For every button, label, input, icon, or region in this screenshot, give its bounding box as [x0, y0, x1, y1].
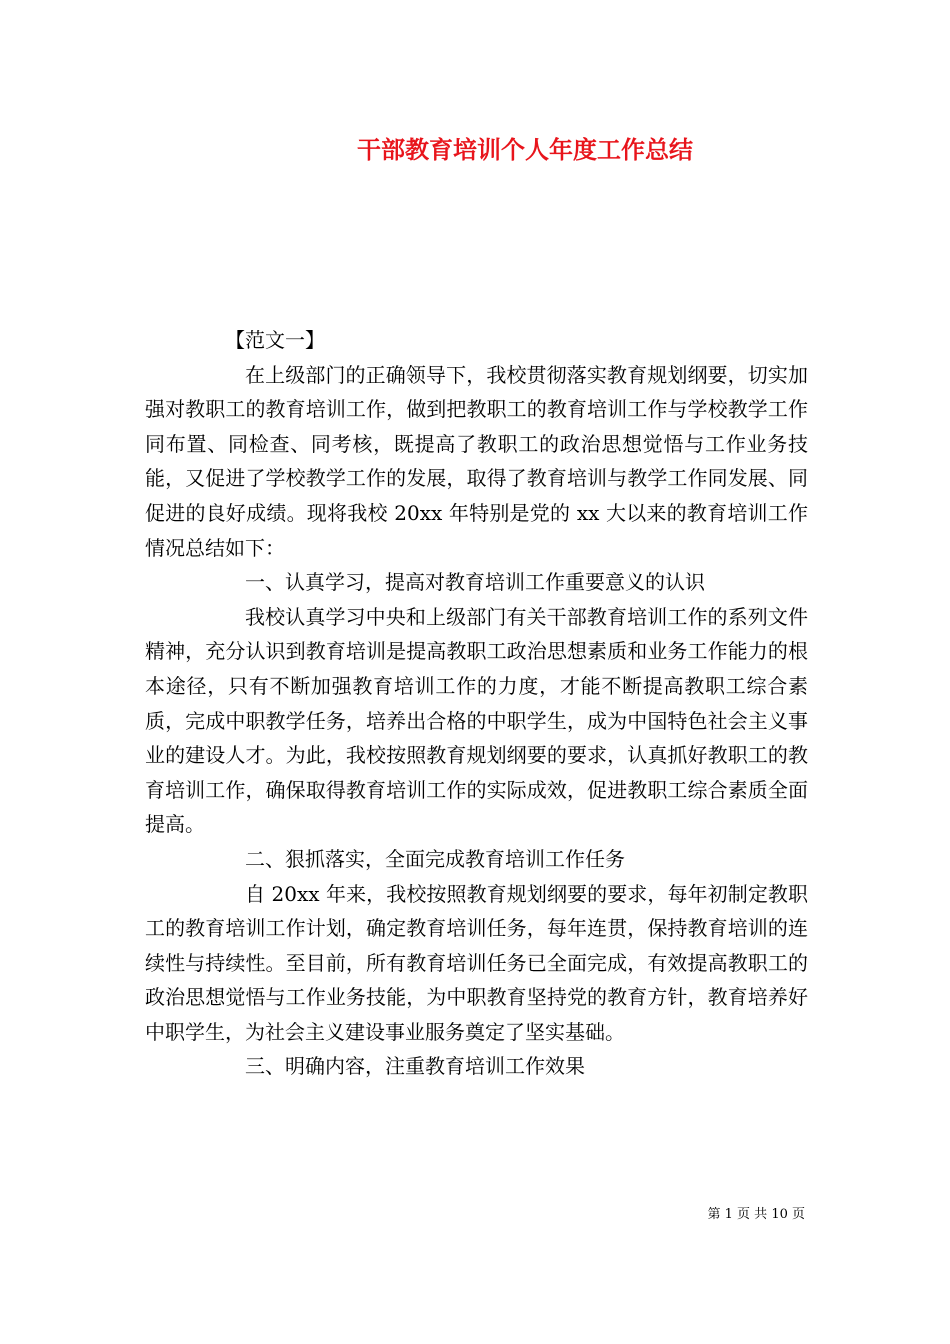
- page-number-footer: 第 1 页 共 10 页: [707, 1207, 805, 1222]
- document-body: [145, 323, 808, 1084]
- section-heading-3: 三、明确内容，注重教育培训工作效果: [245, 1054, 585, 1079]
- paragraph-section-1: 我校认真学习中央和上级部门有关干部教育培训工作的系列文件精神，充分认识到教育培训是提高教职工政治思想素质和业务工作能力的根本途径，只有不断加强教育培训工作的力度，才能不断提高教职工综合素质，完成中职教学任务，培养出合格的中职学生，成为中国特色社会主义事业的建设人才。为此，我校按照教育规划纲要的要求，认真抓好教职工的教育培训工作，确保取得教育培训工作的实际成效，促进教职工综合素质全面提高。: [145, 604, 808, 837]
- document-title: 干部教育培训个人年度工作总结: [357, 135, 693, 164]
- sample-label: 【范文一】: [225, 328, 325, 352]
- paragraph-intro: 在上级部门的正确领导下，我校贯彻落实教育规划纲要，切实加强对教职工的教育培训工作，做到把教职工的教育培训工作与学校教学工作同布置、同检查、同考核，既提高了教职工的政治思想觉悟与工作业务技能，又促进了学校教学工作的发展，取得了教育培训与教学工作同发展、同促进的良好成绩。现将我校 20xx 年特别是党的 xx 大以来的教育培训工作情况总结如下：: [145, 362, 808, 560]
- paragraph-section-2: 自 20xx 年来，我校按照教育规划纲要的要求，每年初制定教职工的教育培训工作计划，确定教育培训任务，每年连贯，保持教育培训的连续性与持续性。至目前，所有教育培训任务已全面完成，有效提高教职工的政治思想觉悟与工作业务技能，为中职教育坚持党的教育方针，教育培养好中职学生，为社会主义建设事业服务奠定了坚实基础。: [145, 881, 808, 1044]
- section-heading-1: 一、认真学习，提高对教育培训工作重要意义的认识: [245, 570, 705, 595]
- section-heading-2: 二、狠抓落实，全面完成教育培训工作任务: [245, 846, 625, 871]
